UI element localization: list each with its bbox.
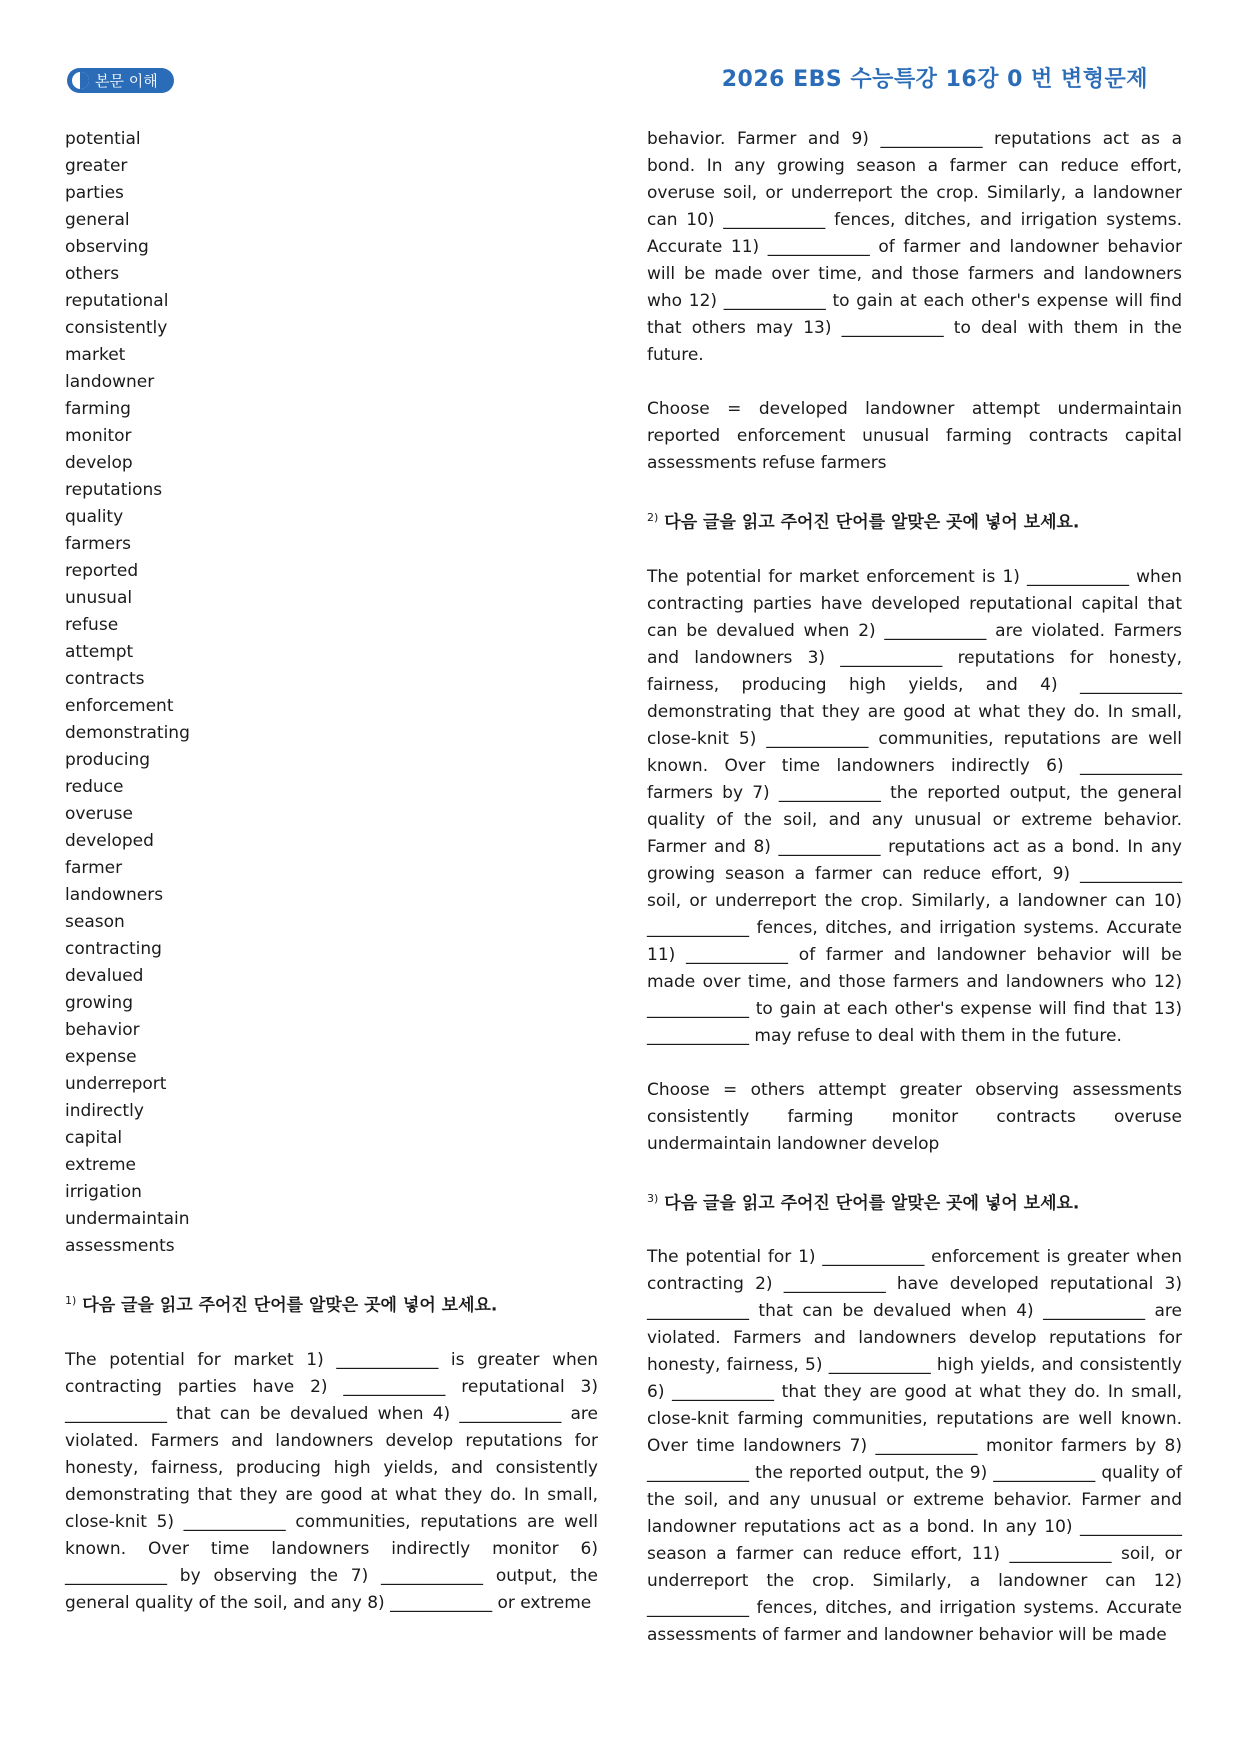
word-list-item: others <box>65 264 120 284</box>
question-2-choices-line3: undermaintain landowner develop <box>647 1133 940 1154</box>
word-list-item: indirectly <box>65 1101 144 1121</box>
question-3-passage: The potential for 1) ____________ enforcement is greater when contracting 2) ____________ have developed reputational 3) ____________ that can be devalued when 4) ____________ are violated. Farmers and landowners develop reputations for honesty, fairness, 5) ____________ high yields, and consistently 6) ____________ that they are good at what they do. In small, close-knit farming communities, reputations are well known. Over time landowners 7) ____________ monitor farmers by 8) ____________ the reported output, the 9) ____________ quality of the soil, and any unusual or extreme behavior. Farmer and landowner reputations act as a bond. In any 10) ____________ season a farmer can reduce effort, 11) ____________ soil, or underreport the crop. Similarly, a landowner can 12) ____________ fences, ditches, and irrigation systems. Accurate assessments of farmer and landowner behavior will be made <box>647 1247 1182 1646</box>
word-list-item: observing <box>65 237 149 257</box>
question-1-heading <box>65 1287 598 1320</box>
word-list-item: expense <box>65 1047 137 1067</box>
question-2-choices-line2: consistently farming monitor contracts overuse <box>647 1106 1182 1127</box>
section-badge <box>67 68 174 93</box>
word-list-item: potential <box>65 129 141 149</box>
question-1-choices-line1: Choose = developed landowner attempt undermaintain <box>647 399 1182 419</box>
question-1-heading-text: 다음 글을 읽고 주어진 단어를 알맞은 곳에 넣어 보세요. <box>82 1295 498 1316</box>
word-list-item: growing <box>65 993 133 1013</box>
word-list-item: parties <box>65 183 124 203</box>
word-list-item: reduce <box>65 777 124 797</box>
word-list-item: assessments <box>65 1236 175 1256</box>
question-2-number: 2) <box>647 511 659 524</box>
word-list-item: season <box>65 912 125 932</box>
word-list-item: overuse <box>65 804 133 824</box>
question-1-number: 1) <box>65 1294 77 1307</box>
word-list-item: underreport <box>65 1074 167 1094</box>
question-2-heading <box>647 504 1182 537</box>
word-list-item: greater <box>65 156 128 176</box>
question-1-passage-part1: The potential for market 1) ____________ is greater when contracting parties have 2) ____________ reputational 3) ____________ that can be devalued when 4) ____________ are violated. Farmers and landowners develop reputations for honesty, fairness, producing high yields, and consistently demonstrating that they are good at what they do. In small, close-knit 5) ____________ communities, reputations are well known. Over time landowners indirectly monitor 6) ____________ by observing the 7) ____________ output, the general quality of the soil, and any 8) ____________ or extreme <box>65 1349 598 1613</box>
word-list-item: monitor <box>65 426 132 446</box>
word-list-item: reputational <box>65 291 169 311</box>
word-list-item: developed <box>65 831 154 851</box>
question-3-heading-text: 다음 글을 읽고 주어진 단어를 알맞은 곳에 넣어 보세요. <box>664 1193 1080 1214</box>
word-list-item: refuse <box>65 615 119 635</box>
word-list-item: develop <box>65 453 133 473</box>
word-list-item: producing <box>65 750 151 770</box>
word-list-item: farming <box>65 399 131 419</box>
word-list-item: capital <box>65 1128 123 1148</box>
word-list-item: consistently <box>65 318 168 338</box>
word-list-item: general <box>65 210 130 230</box>
half-circle-icon <box>70 70 91 91</box>
question-2-passage: The potential for market enforcement is 1) ____________ when contracting parties have developed reputational capital that can be devalued when 2) ____________ are violated. Farmers and landowners 3) ____________ reputations for honesty, fairness, producing high yields, and 4) ____________ demonstrating that they are good at what they do. In small, close-knit 5) ____________ communities, reputations are well known. Over time landowners indirectly 6) ____________ farmers by 7) ____________ the reported output, the general quality of the soil, and any unusual or extreme behavior. Farmer and 8) ____________ reputations act as a bond. In any growing season a farmer can reduce effort, 9) ____________ soil, or underreport the crop. Similarly, a landowner can 10) ____________ fences, ditches, and irrigation systems. Accurate 11) ____________ of farmer and landowner behavior will be made over time, and those farmers and landowners who 12) ____________ to gain at each other's expense will find that 13) ____________ may refuse to deal with them in the future. <box>647 566 1182 1046</box>
question-2-choices-line1: Choose = others attempt greater observing assessments <box>647 1079 1182 1100</box>
word-list-item: landowner <box>65 372 155 392</box>
word-list-item: devalued <box>65 966 144 986</box>
word-list <box>65 126 598 1260</box>
question-3-number: 3) <box>647 1191 659 1205</box>
right-column <box>647 126 1182 1649</box>
question-1-choices-line2: reported enforcement unusual farming contracts capital <box>647 426 1182 446</box>
word-list-item: attempt <box>65 642 134 662</box>
word-list-item: undermaintain <box>65 1209 190 1229</box>
badge-label: 본문 이해 <box>95 72 158 90</box>
word-list-item: demonstrating <box>65 723 190 743</box>
left-column <box>65 126 598 1617</box>
word-list-item: contracts <box>65 669 145 689</box>
word-list-item: extreme <box>65 1155 136 1175</box>
word-list-item: contracting <box>65 939 162 959</box>
word-list-item: landowners <box>65 885 164 905</box>
question-2-heading-text: 다음 글을 읽고 주어진 단어를 알맞은 곳에 넣어 보세요. <box>664 512 1080 533</box>
word-list-item: reputations <box>65 480 163 500</box>
word-list-item: farmer <box>65 858 123 878</box>
word-list-item: behavior <box>65 1020 140 1040</box>
word-list-item: market <box>65 345 126 365</box>
word-list-item: farmers <box>65 534 131 554</box>
question-1-choices-line3: assessments refuse farmers <box>647 453 887 473</box>
question-1-passage-part2: behavior. Farmer and 9) ____________ reputations act as a bond. In any growing season a farmer can reduce effort, overuse soil, or underreport the crop. Similarly, a landowner can 10) ____________ fences, ditches, and irrigation systems. Accurate 11) ____________ of farmer and landowner behavior will be made over time, and those farmers and landowners who 12) ____________ to gain at each other's expense will find that others may 13) ____________ to deal with them in the future. <box>647 129 1182 365</box>
word-list-item: quality <box>65 507 124 527</box>
word-list-item: unusual <box>65 588 133 608</box>
page-title: 2026 EBS 수능특강 16강 0 번 변형문제 <box>721 67 1148 92</box>
word-list-item: reported <box>65 561 139 581</box>
question-3-heading <box>647 1185 1182 1218</box>
word-list-item: irrigation <box>65 1182 142 1202</box>
word-list-item: enforcement <box>65 696 174 716</box>
